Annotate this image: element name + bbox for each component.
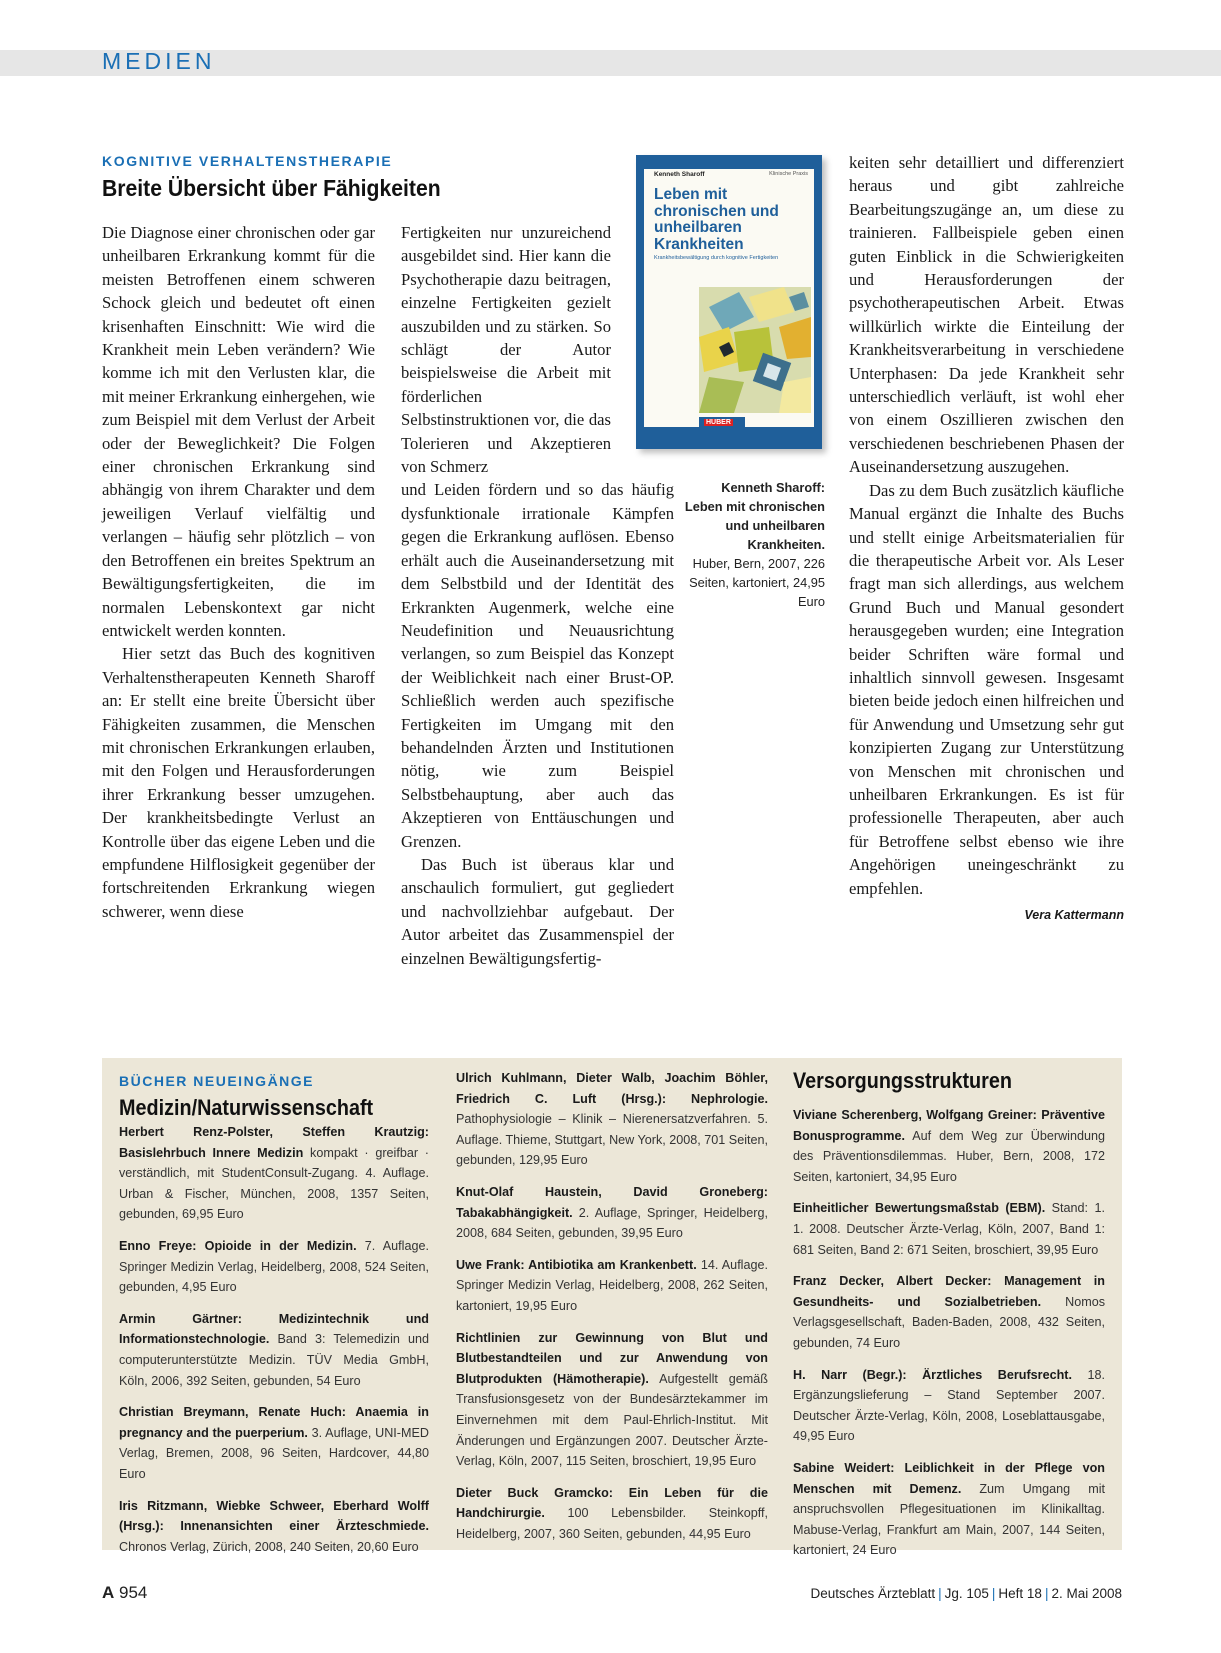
book-entry-title: Armin Gärtner: Medizintechnik und Informationstechnologie. [119,1311,429,1347]
book-entry-title: Franz Decker, Albert Decker: Management in Gesundheits- und Sozialbetrieben. [793,1274,1105,1309]
book-caption [680,478,825,611]
book-entry-details: Auf dem Weg zur Überwindung des Präventionsdilemmas. Huber, Bern, 2008, 172 Seiten, kartoniert, 34,95 Euro [793,1128,1105,1184]
box-column-1 [119,1122,429,1568]
journal-date: 2. Mai 2008 [1051,1586,1122,1601]
article-column-1 [102,221,375,923]
book-entry-details: Zum Umgang mit anspruchsvollen Pflegesituationen im Klinikalltag. Mabuse-Verlag, Frankfurt am Main, 2007, 144 Seiten, kartoniert, 24 Euro [793,1481,1105,1558]
caption-title: Kenneth Sharoff: Leben mit chronischen und unheilbaren Krankheiten. [684,480,825,552]
journal-issue: Heft 18 [998,1586,1042,1601]
book-entry-title: H. Narr (Begr.): Ärztliches Berufsrecht. [793,1367,1072,1382]
book-entry-details: Chronos Verlag, Zürich, 2008, 240 Seiten, 20,60 Euro [119,1539,419,1554]
book-entry-title: Herbert Renz-Polster, Steffen Krautzig: Basislehrbuch Innere Medizin [119,1125,429,1160]
book-entry-title: Einheitlicher Bewertungsmaßstab (EBM). [793,1201,1046,1216]
book-cover-inner [644,169,814,427]
article-headline: Breite Übersicht über Fähigkeiten [102,175,441,201]
article-author: Vera Kattermann [1024,908,1124,922]
book-entry-details: Band 3: Telemedizin und computerunterstützte Medizin. TÜV Media GmbH, Köln, 2006, 392 Seiten, gebunden, 54 Euro [119,1332,429,1388]
footer-separator: | [991,1586,996,1601]
article-paragraph: Das zu dem Buch zusätzlich käufliche Manual ergänzt die Inhalte des Buchs und stellt einige Arbeitsmaterialien für die therapeutische Arbeit vor. Als Leser fragt man sich allerdings, aus welchem Grund Buch und Manual gesondert herausgegeben wurden; eine Integration beider Schriften wäre formal und inhaltlich sinnvoll gewesen. Insgesamt bieten beide jedoch einen hilfreichen und für Anwendung und Umsetzung sehr gut konzipierten Zugang zur Unterstützung von Menschen mit chronischen und unheilbaren Erkrankungen. Es ist für professionelle Therapeuten, aber auch für Betroffene selbst ebenso wie ihre Angehörigen uneingeschränkt zu empfehlen. [849,480,1124,898]
article-column-2 [401,221,674,970]
book-entry [119,1236,429,1298]
book-entry [793,1365,1105,1447]
book-entry-title: Sabine Weidert: Leiblichkeit in der Pflege von Menschen mit Demenz. [793,1460,1105,1496]
cover-subtitle: Krankheitsbewältigung durch kognitive Fertigkeiten [654,255,779,261]
book-entry-details: 3. Auflage, UNI-MED Verlag, Bremen, 2008, 96 Seiten, Hardcover, 44,80 Euro [119,1425,429,1481]
book-entry [793,1198,1105,1260]
article-paragraph: Fertigkeiten nur unzureichend ausgebildet sind. Hier kann die Psychotherapie dazu beitragen, einzelne Fertigkeiten gezielt auszubilden und zu stärken. So schlägt der Autor beispielsweise die Arbeit mit förderlichen Selbstinstruktionen vor, die das Tolerieren und Akzeptieren von Schmerz [401,223,611,477]
book-entry-details: 2. Auflage, Springer, Heidelberg, 2008, 684 Seiten, gebunden, 39,95 Euro [456,1205,768,1241]
article-paragraph: Hier setzt das Buch des kognitiven Verhaltenstherapeuten Kenneth Sharoff an: Er stellt eine breite Übersicht über Fähigkeiten zusammen, die Menschen mit chronischen Erkrankungen erlauben, mit den Folgen und Herausforderungen ihrer Erkrankung besser umzugehen. Der krankheitsbedingte Verlust an Kontrolle über das eigene Leben und die empfundene Hilflosigkeit gegenüber der fortschreitenden Erkrankung wiegen schwerer, wenn diese [102,644,375,921]
book-entry-details: Aufgestellt gemäß Transfusionsgesetz von der Bundesärztekammer im Einvernehmen mit dem Paul-Ehrlich-Institut. Mit Änderungen und Ergänzungen 2007. Deutscher Ärzte-Verlag, Köln, 2007, 115 Seiten, broschiert, 19,95 Euro [456,1371,768,1469]
book-entry-title: Knut-Olaf Haustein, David Groneberg: Tabakabhängigkeit. [456,1184,768,1220]
book-entry [456,1328,768,1472]
page-number-value: 954 [119,1583,148,1602]
cover-title: Leben mit chronischen und unheilbaren Krankheiten [654,186,779,253]
box-column-2 [456,1068,768,1555]
journal-footer [811,1586,1122,1601]
book-entry-details: 100 Lebensbilder. Steinkopff, Heidelberg, 2007, 360 Seiten, gebunden, 44,95 Euro [456,1506,768,1541]
book-entry [119,1402,429,1484]
book-entry-title: Richtlinien zur Gewinnung von Blut und Blutbestandteilen und zur Anwendung von Blutprodukten (Hämotherapie). [456,1330,768,1386]
book-entry [793,1458,1105,1561]
book-entry-details: 18. Ergänzungslieferung – Stand September 2007. Deutscher Ärzte-Verlag, Köln, 2008, Loseblattausgabe, 49,95 Euro [793,1367,1105,1444]
publisher-logo [699,417,745,429]
book-entry [119,1309,429,1391]
section-label: MEDIEN [102,48,216,74]
book-entry [456,1483,768,1545]
page-number [102,1583,147,1603]
book-entry-title: Viviane Scherenberg, Wolfgang Greiner: Präventive Bonusprogramme. [793,1108,1105,1143]
book-entry-title: Christian Breymann, Renate Huch: Anaemia in pregnancy and the puerperium. [119,1405,429,1440]
book-entry [456,1182,768,1244]
book-entry-title: Uwe Frank: Antibiotika am Krankenbett. [456,1257,697,1272]
cover-series: Klinische Praxis [769,171,808,177]
article-paragraph: Die Diagnose einer chronischen oder gar unheilbaren Erkrankung kommt für die meisten Betroffenen einem schweren Schock gleich und bedeutet oft einen krisenhaften Einschnitt: Wie wird die Krankheit mein Leben verändern? Wie komme ich mit den Verlusten klar, die mit meiner Erkrankung einhergehen, wie zum Beispiel mit dem Verlust der Arbeit oder der Beweglichkeit? Die Folgen einer chronischen Erkrankung sind abhängig von ihrem Charakter und dem jeweiligen Verlauf vielfältig und verlangen – häufig sehr plötzlich – von den Betroffenen ein breites Spektrum an Bewältigungsfertigkeiten, die im normalen Lebenskontext gar nicht entwickelt werden konnten. [102,223,375,640]
caption-details: Huber, Bern, 2007, 226 Seiten, kartoniert, 24,95 Euro [689,556,825,609]
book-entry-details: Stand: 1. 1. 2008. Deutscher Ärzte-Verlag, Köln, 2007, Band 1: 681 Seiten, Band 2: 671 Seiten, broschiert, 39,95 Euro [793,1201,1105,1257]
book-entry [456,1068,768,1171]
book-entry-details: 7. Auflage. Springer Medizin Verlag, Heidelberg, 2008, 524 Seiten, gebunden, 4,95 Euro [119,1238,429,1295]
journal-name: Deutsches Ärzteblatt [810,1586,936,1601]
footer-separator: | [938,1586,942,1601]
book-cover [636,155,822,449]
book-entry-details: Nomos Verlagsgesellschaft, Baden-Baden, 2008, 432 Seiten, gebunden, 74 Euro [793,1294,1106,1350]
box-kicker: BÜCHER NEUEINGÄNGE [119,1073,315,1089]
book-entry [119,1496,429,1558]
book-entry-details: 14. Auflage. Springer Medizin Verlag, Heidelberg, 2008, 262 Seiten, kartoniert, 19,95 Euro [456,1257,768,1313]
footer-separator: | [1044,1586,1049,1601]
article-paragraph: Das Buch ist überaus klar und anschaulich formuliert, gut gegliedert und nachvollziehbar aufgebaut. Der Autor arbeitet das Zusammenspiel der einzelnen Bewältigungsfertig- [401,854,674,968]
book-entry [119,1122,429,1225]
box-section-title: Versorgungsstrukturen [793,1068,1012,1093]
article-column-3 [849,151,1124,927]
cover-author: Kenneth Sharoff [654,171,705,178]
article-paragraph: und Leiden fördern und so das häufig dysfunktionale irrationale Kämpfen gegen die Erkrankung auflösen. Ebenso erhält auch die Auseinandersetzung mit dem Selbstbild und der Identität des Erkrankten Augenmerk, welche eine Neudefinition und Neuausrichtung verlangen, so zum Beispiel das Konzept der Weiblichkeit nach einer Brust-OP. Schließlich werden auch spezifische Fertigkeiten im Umgang mit den behandelnden Ärzten und Institutionen nötig, wie zum Beispiel Selbstbehauptung, aber auch das Akzeptieren von Enttäuschungen und Grenzen. [401,480,674,851]
book-entry-title: Iris Ritzmann, Wiebke Schweer, Eberhard Wolff (Hrsg.): Innenansichten einer Ärzteschmiede. [119,1498,429,1534]
book-entry-title: Dieter Buck Gramcko: Ein Leben für die Handchirurgie. [456,1485,768,1521]
publisher-name: HUBER [706,419,731,426]
article-paragraph: keiten sehr detailliert und differenziert heraus und gibt zahlreiche Bearbeitungszugänge an, um diese zu trainieren. Fallbeispiele geben einen guten Einblick in die Schwierigkeiten und Herausforderungen der psychotherapeutischen Arbeit. Etwas willkürlich wirkte die Einteilung der Krankheitsverarbeitung in verschiedene Unterphasen: Da jede Krankheit sehr unterschiedlich verläuft, ist wohl eher von einem Oszillieren zwischen den verschiedenen beschriebenen Phasen der Auseinandersetzung auszugehen. [849,153,1124,477]
journal-volume: Jg. 105 [944,1586,989,1601]
book-entry-details: kompakt · greifbar · verständlich, mit StudentConsult-Zugang. 4. Auflage. Urban & Fischer, München, 2008, 1357 Seiten, gebunden, 69,95 Euro [119,1145,429,1222]
book-entry [793,1271,1105,1353]
cover-artwork [699,287,811,413]
book-entry [793,1105,1105,1187]
box-column-3 [793,1105,1105,1572]
book-entry-title: Ulrich Kuhlmann, Dieter Walb, Joachim Böhler, Friedrich C. Luft (Hrsg.): Nephrologie. [456,1071,768,1106]
book-entry-details: Pathophysiologie – Klinik – Nierenersatzverfahren. 5. Auflage. Thieme, Stuttgart, New York, 2008, 701 Seiten, gebunden, 129,95 Euro [456,1112,769,1168]
book-entry [456,1255,768,1317]
book-entry-title: Enno Freye: Opioide in der Medizin. [119,1238,357,1253]
page-prefix: A [102,1583,115,1602]
box-title: Medizin/Naturwissenschaft [119,1095,374,1120]
article-kicker: KOGNITIVE VERHALTENSTHERAPIE [102,153,393,169]
